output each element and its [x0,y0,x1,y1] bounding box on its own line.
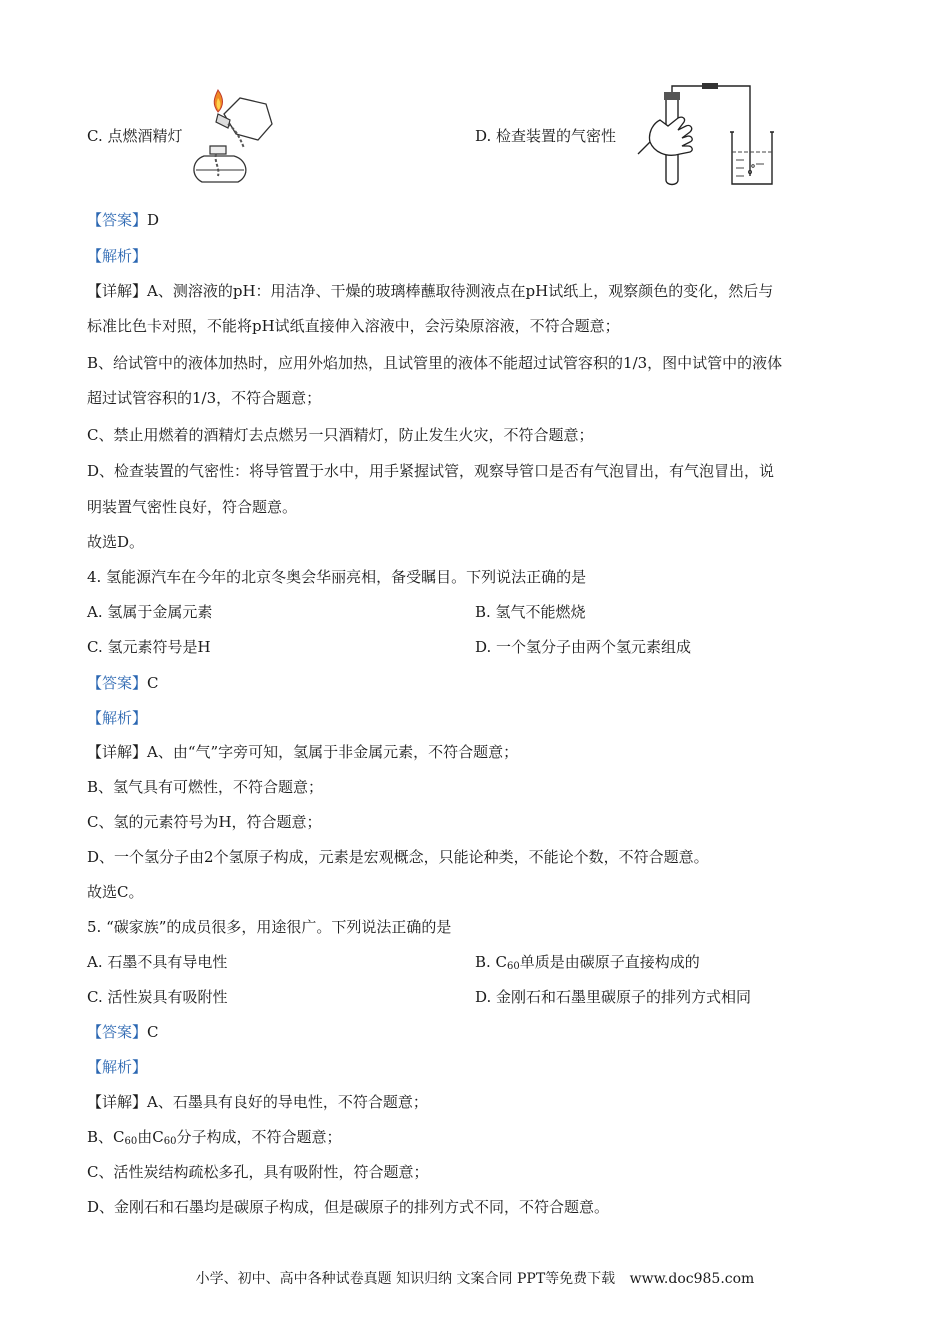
q5-detail-b-sub1: 60 [124,1136,138,1147]
q5-option-d: D. 金刚石和石墨里碳原子的排列方式相同 [475,988,752,1006]
q4-detail-a [87,742,518,762]
q3-detail-c: C、禁止用燃着的酒精灯去点燃另一只酒精灯，防止发生火灾，不符合题意； [87,426,594,444]
detail-tag: 【详解】 [87,282,148,300]
answer-tag: 【答案】 [87,1023,148,1041]
q3-detail-b-line1: B、给试管中的液体加热时，应用外焰加热，且试管里的液体不能超过试管容积的1/3，图中试管中的液体 [87,354,783,372]
q5-detail-a-text: A、石墨具有良好的导电性，不符合题意； [147,1093,428,1111]
q4-option-b: B. 氢气不能燃烧 [475,603,586,621]
alcohol-lamp-lighting-icon [188,84,280,190]
answer-tag: 【答案】 [87,211,148,229]
q3-answer-value: D [147,211,160,229]
q3-detail-d-line1: D、检查装置的气密性：将导管置于水中，用手紧握试管，观察导管口是否有气泡冒出，有气泡冒出，说 [87,462,775,480]
q4-detail-c: C、氢的元素符号为H，符合题意； [87,813,322,831]
q4-option-a: A. 氢属于金属元素 [87,603,213,621]
q4-conclusion: 故选C。 [87,883,144,901]
q4-option-d: D. 一个氢分子由两个氢元素组成 [475,638,692,656]
q5-option-b-subscript: 60 [507,961,520,972]
footer-url[interactable]: www.doc985.com [629,1271,755,1287]
footer-text: 小学、初中、高中各种试卷真题 知识归纳 文案合同 PPT等免费下载 [195,1271,616,1287]
q4-answer-line [87,673,159,693]
q4-analysis-tag: 【解析】 [87,709,148,727]
q5-detail-c: C、活性炭结构疏松多孔，具有吸附性，符合题意； [87,1163,429,1181]
q3-detail-a-line2: 标准比色卡对照，不能将pH试纸直接伸入溶液中，会污染原溶液，不符合题意； [87,317,620,335]
q5-detail-b-sub2: 60 [163,1136,177,1147]
q4-answer-value: C [147,674,159,692]
q5-option-b [475,952,700,977]
airtightness-check-apparatus-icon [632,80,782,190]
page-footer [0,1268,950,1288]
q3-conclusion: 故选D。 [87,533,145,551]
q4-detail-b: B、氢气具有可燃性，不符合题意； [87,778,324,796]
q3-option-c: C. 点燃酒精灯 [87,127,183,145]
q5-answer-value: C [147,1023,159,1041]
q3-analysis-tag: 【解析】 [87,247,148,265]
q5-detail-b [87,1127,341,1152]
q3-answer-line [87,210,159,230]
q5-option-c: C. 活性炭具有吸附性 [87,988,228,1006]
q3-detail-a1-text: A、测溶液的pH：用洁净、干燥的玻璃棒蘸取待测液点在pH试纸上，观察颜色的变化，然后与 [147,282,774,300]
answer-tag: 【答案】 [87,674,148,692]
q4-stem: 4. 氢能源汽车在今年的北京冬奥会华丽亮相，备受瞩目。下列说法正确的是 [87,568,587,586]
q5-detail-b-part2: 由C [137,1128,164,1146]
q5-answer-line [87,1022,159,1042]
q5-analysis-tag: 【解析】 [87,1058,148,1076]
q5-detail-d: D、金刚石和石墨均是碳原子构成，但是碳原子的排列方式不同，不符合题意。 [87,1198,610,1216]
detail-tag: 【详解】 [87,1093,148,1111]
q5-detail-b-part1: B、C [87,1128,125,1146]
q3-detail-d-line2: 明装置气密性良好，符合题意。 [87,498,298,516]
q5-detail-b-part3: 分子构成，不符合题意； [176,1128,342,1146]
detail-tag: 【详解】 [87,743,148,761]
q3-detail-a-line1 [87,281,773,301]
q5-option-b-prefix: B. C [475,953,508,971]
q5-detail-a [87,1092,428,1112]
q3-option-d: D. 检查装置的气密性 [475,127,617,145]
q4-detail-a-text: A、由“气”字旁可知，氢属于非金属元素，不符合题意； [147,743,519,761]
q5-stem: 5. “碳家族”的成员很多，用途很广。下列说法正确的是 [87,918,452,936]
q4-detail-d: D、一个氢分子由2个氢原子构成，元素是宏观概念，只能论种类，不能论个数，不符合题意。 [87,848,709,866]
q3-detail-b-line2: 超过试管容积的1/3，不符合题意； [87,389,322,407]
q5-option-b-text: 单质是由碳原子直接构成的 [519,953,700,971]
q4-option-c: C. 氢元素符号是H [87,638,211,656]
q5-option-a: A. 石墨不具有导电性 [87,953,228,971]
